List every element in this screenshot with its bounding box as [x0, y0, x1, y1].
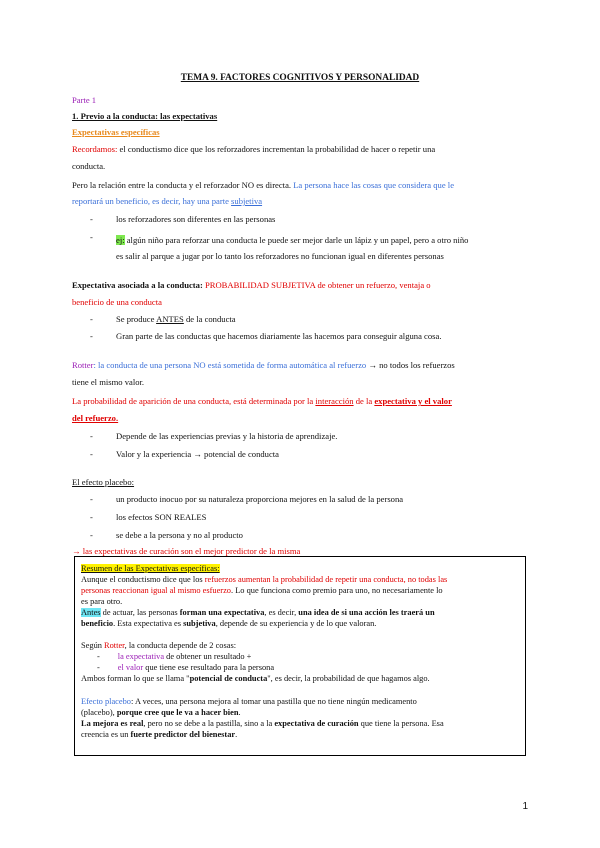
- summary-bold: potencial de conducta: [189, 674, 268, 683]
- relacion-blue: La persona hace las cosas que considera que le: [293, 180, 455, 190]
- summary-text: ", es decir, la probabilidad de que hagamos algo.: [267, 674, 430, 683]
- summary-bold: expectativa de curación: [274, 719, 359, 728]
- summary-text: .: [235, 730, 238, 739]
- bullet-dash: -: [90, 530, 93, 540]
- summary-text: (placebo),: [81, 708, 117, 717]
- summary-bold: subjetiva: [183, 619, 216, 628]
- page-number: 1: [522, 801, 528, 812]
- ej-text-cont: es salir al parque a jugar por lo tanto los reforzadores no funcionan igual en diferentes personas: [116, 251, 444, 261]
- summary-text: que tiene la persona. Esa: [358, 719, 444, 728]
- list-item-text: los reforzadores son diferentes en las personas: [116, 214, 276, 224]
- subjetiva-word: subjetiva: [231, 196, 263, 206]
- summary-text: de obtener un resultado +: [164, 652, 252, 661]
- recordamos-label: Recordamos:: [72, 144, 118, 154]
- summary-text: .: [238, 708, 241, 717]
- bullet-dash: -: [90, 431, 93, 441]
- expectativa-label: Expectativa asociada a la conducta:: [72, 280, 203, 290]
- rotter-def: : la conducta de una persona NO está sometida de forma automática al refuerzo: [93, 360, 367, 370]
- rotter-consequence: → no todos los refuerzos: [366, 360, 455, 370]
- summary-text: , la conducta depende de 2 cosas:: [124, 641, 237, 650]
- section-heading: 1. Previo a la conducta: las expectativas: [72, 111, 218, 121]
- list-item-text: [116, 314, 520, 325]
- summary-bold: forman una expectativa: [179, 608, 265, 617]
- summary-red: personas reaccionan igual al mismo esfuerzo: [81, 586, 231, 595]
- summary-line: [81, 641, 521, 652]
- summary-purple: el valor: [117, 663, 144, 672]
- interaccion-word: interacción: [315, 396, 354, 406]
- bullet-dash: -: [97, 663, 100, 672]
- summary-line: [81, 708, 521, 719]
- summary-purple: la expectativa: [117, 652, 165, 661]
- summary-text: creencia es un: [81, 730, 131, 739]
- bullet-dash: -: [90, 232, 93, 242]
- summary-text: , depende de su experiencia y de lo que valoran.: [215, 619, 377, 628]
- summary-text: . Esta expectativa es: [113, 619, 184, 628]
- summary-line: [81, 575, 521, 586]
- relacion-blue-cont: reportará un beneficio, es decir, hay una parte: [72, 196, 232, 206]
- summary-text: . Lo que funciona como premio para uno, no necesariamente lo: [231, 586, 443, 595]
- paragraph-rotter-cont: tiene el mismo valor.: [72, 377, 145, 387]
- paragraph-probabilidad-cont: del refuerzo.: [72, 413, 119, 423]
- summary-line: es para otro.: [81, 597, 123, 606]
- expectativa-def: PROBABILIDAD SUBJETIVA de obtener un refuerzo, ventaja o: [202, 280, 431, 290]
- summary-text: Ambos forman lo que se llama ": [81, 674, 190, 683]
- summary-line: [97, 663, 537, 674]
- antes-pre: Se produce: [116, 314, 157, 324]
- ej-text: algún niño para reforzar una conducta le puede ser mejor darle un lápiz y un papel, pero a otro niño: [124, 235, 469, 245]
- rotter-word: Rotter: [104, 641, 125, 650]
- summary-line: [81, 619, 521, 630]
- summary-box: [74, 556, 526, 756]
- summary-title: Resumen de las Expectativas específicas:: [81, 564, 220, 573]
- antes-word: ANTES: [156, 314, 184, 324]
- bullet-dash: -: [90, 214, 93, 224]
- summary-text: Aunque el conductismo dice que los: [81, 575, 205, 584]
- paragraph-recordamos-cont: conducta.: [72, 161, 106, 171]
- paragraph-rotter: [72, 360, 528, 371]
- relacion-text: Pero la relación entre la conducta y el reforzador NO es directa.: [72, 180, 294, 190]
- bullet-dash: -: [90, 314, 93, 324]
- summary-text: Según: [81, 641, 105, 650]
- summary-red: refuerzos aumentan la probabilidad de repetir una conducta, no todas las: [204, 575, 448, 584]
- list-item-text: Valor y la experiencia → potencial de conducta: [116, 449, 279, 459]
- list-item-text: se debe a la persona y no al producto: [116, 530, 243, 540]
- page-title: TEMA 9. FACTORES COGNITIVOS Y PERSONALIDAD: [180, 73, 420, 83]
- list-item-text: Depende de las experiencias previas y la historia de aprendizaje.: [116, 431, 338, 441]
- list-item-text: [116, 232, 520, 264]
- paragraph-relacion: [72, 180, 528, 191]
- summary-line: [81, 719, 521, 730]
- summary-text: de actuar, las personas: [100, 608, 180, 617]
- summary-line: [81, 730, 521, 741]
- summary-text: : A veces, una persona mejora al tomar una pastilla que no tiene ningún medicamento: [131, 697, 417, 706]
- bullet-dash: -: [90, 449, 93, 459]
- summary-title-line: [81, 564, 521, 575]
- bullet-dash: -: [90, 331, 93, 341]
- summary-line: [97, 652, 537, 663]
- summary-line: [81, 674, 521, 685]
- summary-text: , pero no se debe a la pastilla, sino a la: [143, 719, 275, 728]
- antes-post: de la conducta: [183, 314, 236, 324]
- prob-text: La probabilidad de aparición de una conducta, está determinada por la: [72, 396, 316, 406]
- bullet-dash: -: [97, 652, 100, 661]
- summary-line: [81, 608, 521, 619]
- rotter-label: Rotter: [72, 360, 94, 370]
- summary-bold: porque cree que le va a hacer bien: [116, 708, 239, 717]
- summary-bold: beneficio: [81, 619, 114, 628]
- list-item-text: Gran parte de las conductas que hacemos diariamente las hacemos para conseguir alguna cosa.: [116, 331, 442, 341]
- summary-bold: fuerte predictor del bienestar: [130, 730, 236, 739]
- summary-bold: una idea de si una acción les traerá un: [298, 608, 435, 617]
- summary-text: , es decir,: [264, 608, 299, 617]
- placebo-heading: El efecto placebo:: [72, 477, 135, 487]
- summary-line: [81, 697, 521, 708]
- bullet-dash: -: [90, 512, 93, 522]
- paragraph-probabilidad: [72, 396, 528, 407]
- paragraph-relacion-cont: [72, 196, 528, 207]
- recordamos-text: el conductismo dice que los reforzadores incrementan la probabilidad de hacer o repetir una: [117, 144, 436, 154]
- summary-bold: La mejora es real: [81, 719, 144, 728]
- summary-text: que tiene ese resultado para la persona: [143, 663, 275, 672]
- list-item-text: un producto inocuo por su naturaleza proporciona mejores en la salud de la persona: [116, 494, 404, 504]
- paragraph-recordamos: [72, 144, 528, 155]
- list-item-text: los efectos SON REALES: [116, 512, 207, 522]
- summary-line: [81, 586, 521, 597]
- placebo-word: Efecto placebo: [81, 697, 131, 706]
- prob-text-b: de la: [353, 396, 375, 406]
- antes-highlight: Antes: [81, 608, 101, 617]
- part-label: Parte 1: [72, 95, 97, 105]
- ej-highlight: ej:: [116, 235, 125, 245]
- bullet-dash: -: [90, 494, 93, 504]
- subsection-heading: Expectativas específicas: [72, 127, 160, 137]
- paragraph-expectativa-cont: beneficio de una conducta: [72, 297, 162, 307]
- expectativa-valor: expectativa y el valor: [374, 396, 452, 406]
- paragraph-expectativa: [72, 280, 528, 291]
- conclusion-line: → las expectativas de curación son el mejor predictor de la misma: [72, 546, 301, 556]
